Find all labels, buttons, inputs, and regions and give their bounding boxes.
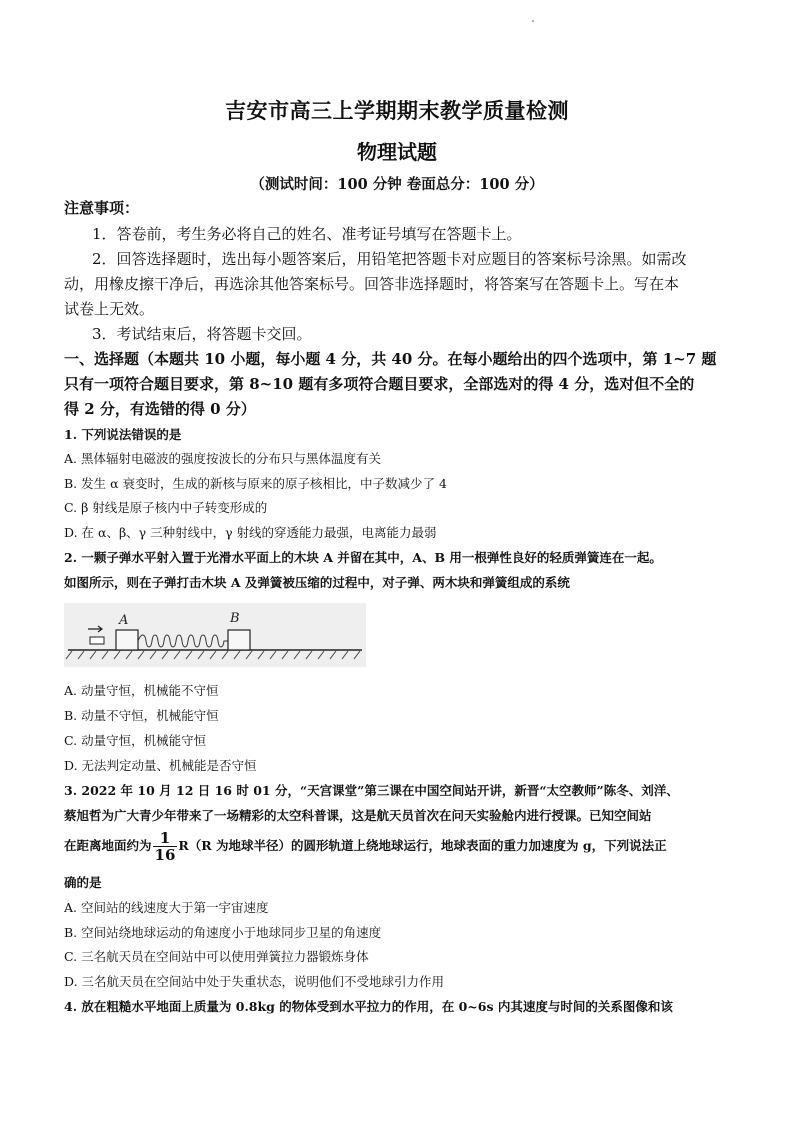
q1-option-a: A. 黑体辐射电磁波的强度按波长的分布只与黑体温度有关 <box>64 451 381 466</box>
block-b-label: B <box>230 611 240 626</box>
section1-line-2: 只有一项符合题目要求，第 8~10 题有多项符合题目要求，全部选对的得 4 分，选对但不全的 <box>64 375 695 393</box>
spring-block-diagram <box>64 603 366 667</box>
q1-option-d: D. 在 α、β、γ 三种射线中，γ 射线的穿透能力最强，电离能力最弱 <box>64 525 437 540</box>
q3-option-c: C. 三名航天员在空间站中可以使用弹簧拉力器锻炼身体 <box>64 949 369 964</box>
q2-option-d: D. 无法判定动量、机械能是否守恒 <box>64 758 257 773</box>
bullet-arrow-icon <box>88 626 104 644</box>
subject-title: 物理试题 <box>357 140 437 164</box>
q3-option-d: D. 三名航天员在空间站中处于失重状态，说明他们不受地球引力作用 <box>64 974 445 989</box>
q2-stem-line-1: 2. 一颗子弹水平射入置于光滑水平面上的木块 A 并留在其中，A、B 用一根弹性良好的轻质弹簧连在一起。 <box>64 550 662 565</box>
exam-title: 吉安市高三上学期期末教学质量检测 <box>225 98 569 123</box>
block-a <box>116 630 138 650</box>
spring-block-figure <box>64 603 366 667</box>
notice-item-2-line-3: 试卷上无效。 <box>64 300 155 318</box>
q2-stem-line-2: 如图所示，则在子弹打击木块 A 及弹簧被压缩的过程中，对子弹、两木块和弹簧组成的系统 <box>64 575 570 590</box>
ground-hatch <box>66 651 360 659</box>
block-b <box>228 630 250 650</box>
q1-option-c: C. β 射线是原子核内中子转变形成的 <box>64 500 268 515</box>
q3-stem-line-2: 蔡旭哲为广大青少年带来了一场精彩的太空科普课，这是航天员首次在问天实验舱内进行授课。已知空间站 <box>64 808 652 823</box>
notice-item-3: 3．考试结束后，将答题卡交回。 <box>92 325 312 343</box>
q3-stem-line-3-pre: 在距离地面约为 <box>64 838 152 853</box>
q4-stem-line-1: 4. 放在粗糙水平地面上质量为 0.8kg 的物体受到水平拉力的作用，在 0~6s 内其速度与时间的关系图像和该 <box>64 999 673 1014</box>
q2-option-b: B. 动量不守恒，机械能守恒 <box>64 708 219 723</box>
q3-option-b: B. 空间站绕地球运动的角速度小于地球同步卫星的角速度 <box>64 925 382 940</box>
q1-stem: 1. 下列说法错误的是 <box>64 427 182 442</box>
exam-info: （测试时间：100 分钟 卷面总分：100 分） <box>250 176 544 193</box>
q1-option-b: B. 发生 α 衰变时，生成的新核与原来的原子核相比，中子数减少了 4 <box>64 476 447 491</box>
q3-option-a: A. 空间站的线速度大于第一宇宙速度 <box>64 900 269 915</box>
q3-stem-line-1: 3. 2022 年 10 月 12 日 16 时 01 分，“天宫课堂”第三课在中国空间站开讲，新晋“太空教师”陈冬、刘洋、 <box>64 783 679 798</box>
section1-line-3: 得 2 分，有选错的得 0 分） <box>64 400 256 418</box>
spring <box>138 635 228 647</box>
q2-option-c: C. 动量守恒，机械能守恒 <box>64 733 207 748</box>
fraction-denominator: 16 <box>154 846 176 864</box>
fraction-numerator: 1 <box>153 830 178 847</box>
q3-stem-line-3-post: R（R 为地球半径）的圆形轨道上绕地球运行，地球表面的重力加速度为 g，下列说法正 <box>178 838 667 853</box>
notice-item-2-line-2: 动，用橡皮擦干净后，再选涂其他答案标号。回答非选择题时，将答案写在答题卡上。写在本 <box>64 275 680 293</box>
notice-heading: 注意事项： <box>64 199 140 217</box>
block-a-label: A <box>119 613 129 628</box>
q3-stem-line-3 <box>64 827 667 865</box>
notice-item-1: 1．答卷前，考生务必将自己的姓名、准考证号填写在答题卡上。 <box>92 225 522 243</box>
scan-dot <box>532 20 534 22</box>
notice-item-2-line-1: 2．回答选择题时，选出每小题答案后，用铅笔把答题卡对应题目的答案标号涂黑。如需改 <box>92 250 687 268</box>
q3-stem-line-4: 确的是 <box>64 875 102 890</box>
q2-option-a: A. 动量守恒，机械能不守恒 <box>64 683 219 698</box>
fraction <box>153 830 178 863</box>
section1-line-1: 一、选择题（本题共 10 小题，每小题 4 分，共 40 分。在每小题给出的四个选项中，第 1~7 题 <box>64 350 717 368</box>
